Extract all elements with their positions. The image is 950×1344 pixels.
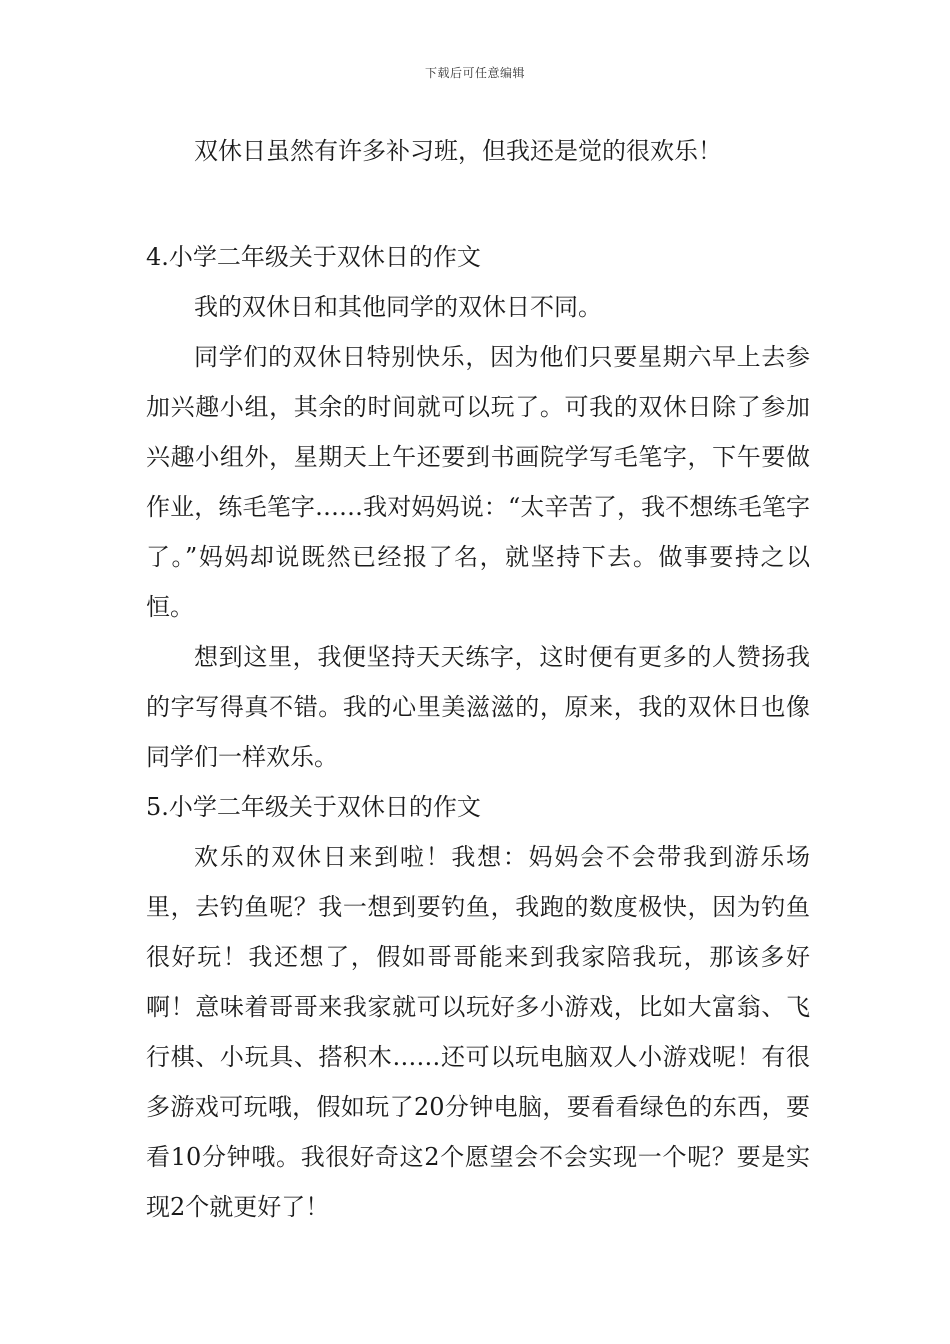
section-4-paragraph-1: 我的双休日和其他同学的双休日不同。 xyxy=(194,293,602,321)
intro-paragraph: 双休日虽然有许多补习班，但我还是觉的很欢乐！ xyxy=(194,137,722,165)
document-body xyxy=(146,126,810,1232)
section-4-paragraph-3: 想到这里，我便坚持天天练字，这时便有更多的人赞扬我的字写得真不错。我的心里美滋滋的，原来，我的双休日也像同学们一样欢乐。 xyxy=(146,643,810,771)
section-4-title: 4.小学二年级关于双休日的作文 xyxy=(146,243,481,271)
section-5-title: 5.小学二年级关于双休日的作文 xyxy=(146,793,481,821)
page-header: 下载后可任意编辑 xyxy=(424,66,525,80)
section-5-paragraph-1: 欢乐的双休日来到啦！我想：妈妈会不会带我到游乐场里，去钓鱼呢？我一想到要钓鱼，我跑的数度极快，因为钓鱼很好玩！我还想了，假如哥哥能来到我家陪我玩，那该多好啊！意味着哥哥来我家就可以玩好多小游戏，比如大富翁、飞行棋、小玩具、搭积木……还可以玩电脑双人小游戏呢！有很多游戏可玩哦，假如玩了20分钟电脑，要看看绿色的东西，要看10分钟哦。我很好奇这2个愿望会不会实现一个呢？要是实现2个就更好了！ xyxy=(146,843,810,1221)
section-4-paragraph-2: 同学们的双休日特别快乐，因为他们只要星期六早上去参加兴趣小组，其余的时间就可以玩了。可我的双休日除了参加兴趣小组外，星期天上午还要到书画院学写毛笔字，下午要做作业，练毛笔字……我对妈妈说：“太辛苦了，我不想练毛笔字了。”妈妈却说既然已经报了名，就坚持下去。做事要持之以恒。 xyxy=(146,343,810,621)
spacer xyxy=(146,176,810,232)
